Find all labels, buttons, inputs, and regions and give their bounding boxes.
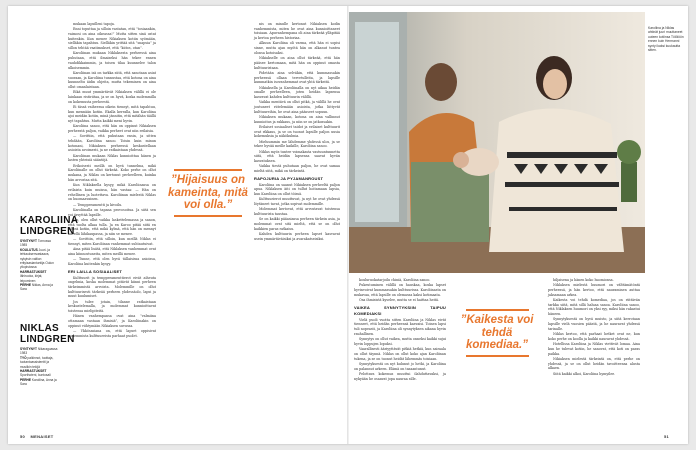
- factbox-label: TYÖ: [20, 355, 28, 360]
- factbox-karoliina-lines: [20, 239, 58, 292]
- col3-after-paragraphs: [254, 125, 340, 174]
- paragraph: Nikiaksen mukaan, kotona on aina vallinnut kunnioitus ja rakkaus, ja niin se on jatkossakin.: [254, 114, 340, 124]
- footer-left: [20, 434, 54, 439]
- paragraph: hiljaisena ja hänen koko huomionsa.: [553, 278, 614, 282]
- paragraph: — Sovittiin, että silloin, kun meillä Niklas ei tiennyt, miten Karoliinan vanhemmat suhtautuivat.: [68, 237, 156, 246]
- paragraph: Synnytyksestä on nyt kulunut jo hetki, ja Karoliina on palannut arkeen. Elämä on tasaantunut.: [354, 361, 446, 371]
- rcol1-heading: VAIKEA SYNNYTYKSIIN TAIPUU KOMEDIAKSI: [354, 304, 446, 316]
- paragraph: Aina pitää lisätä, että Niklaksen vanhemmat ovat aina kiinnostuneita, miten meillä menee.: [68, 247, 156, 256]
- factbox-karoliina-name: KAROLIINA LINDGREN: [20, 215, 78, 237]
- paragraph: Alkuun Karoliina oli varma, että hän ei sopisi sinne, mutta ajan myötä hän on alkanut tuntea olonsa kotoisaksi.: [254, 41, 340, 55]
- magazine-title: MENAISET: [30, 434, 54, 439]
- paragraph: Karoliina on saanut Nikiaksen perheeltä paljon apua. Niklaksen äiti on tullut hoitamaan lapsia, kun Karoliina on ollut töissä.: [254, 182, 340, 197]
- paragraph: Vaarallisesti ääriyyttävät pitkiä hetkiä, kun sairaala on ollut täynnä. Niklas on ollut koko ajan Karoliinan tukena, ja se on tuonut heidät lähemmäs toisiaan.: [354, 347, 446, 361]
- factbox-label: PERHE: [20, 283, 32, 288]
- col3-after2-paragraphs: [254, 183, 340, 242]
- paragraph: Niklas myös tuntee voimakasta vastuuntunnetta siitä, että heidän lapsensa saavat hyvän kasvatuksen.: [254, 149, 340, 164]
- paragraph: Kulttuurierot muuttuvat, ja nyt he ovat yhdessä löytäneet tavat, jotka sopivat molemmille.: [254, 197, 340, 207]
- paragraph: — Tunne, että olen hyvä tällaisissa asioissa, Karoliina kuitenkin kysyy.: [68, 257, 156, 266]
- paragraph: Erikoisesti meillä on hyvä tunnelma, mikä Karoliinalle on ollut tärkeää. Koko perhe on ollut mukana, ja Niklas on kertonut perheelleen, kuinka hän arvostaa sitä.: [68, 163, 156, 182]
- col3-intro: [254, 22, 340, 124]
- right-page-number: 51: [664, 434, 670, 439]
- paragraph: Vaikka tiestä puhutaan paljon, he ovat samaa mieltä siitä, mikä on tärkeintä.: [254, 164, 340, 174]
- factbox-line: [20, 356, 58, 369]
- factbox-value: Nikaraguassa 1983: [20, 347, 58, 356]
- col2-after-paragraphs: [68, 276, 156, 339]
- factbox-label: PERHE: [20, 377, 32, 382]
- paragraph: Hotellissa Karoliina ja Niklas viettivät lomaa. Aina kun he tulevat kotiin, he sanovat, että koti on paras paikka.: [548, 342, 640, 356]
- paragraph: Hänen vanhempansa ovat aina ”valmiina ottamaan vastaan ihmisiä”, ja Karoliinakin on oppinut viihtymään Nikiaksen suvussa.: [68, 314, 156, 328]
- factbox-label: KOULUTUS: [20, 247, 39, 252]
- pull-quote-bar-bottom: [174, 215, 241, 217]
- pull-quote-right-text: ”Kaikesta voi tehdä komediaa.”: [460, 314, 534, 351]
- footer-right: [664, 434, 669, 439]
- pull-quote-right: [452, 306, 542, 360]
- factbox-value: Tornossa 1985: [20, 239, 51, 248]
- paragraph: Erilaiset sosiaaliset taidot ja erilaiset kulttuurit ovat rikkaus, ja se on tuonut lapsille paljon uusia kokemuksia ja näkökulmia.: [254, 124, 340, 139]
- paragraph: Niklas kertoo, että parhaat hetket ovat ne, kun koko perhe on koolla ja kaikki nauravat yhdessä.: [548, 332, 640, 341]
- pull-quote-right-bar-bottom: [466, 355, 529, 357]
- paragraph: Se on kaikki pääasiassa perheen tärkein asia, ja molemmat ovat sitä mieltä, että se on ollut kaikkien paras ratkaisu.: [254, 217, 340, 231]
- paragraph: Synnytyksestä on hyvä muisto, ja siitä kerrotaan lapsille vielä vuosien päästä, ja he nauravat yhdessä tarinalle.: [548, 317, 640, 331]
- factbox-line: [20, 248, 58, 270]
- paragraph: Pukeutuminen välillä on hauskaa, koska lapset hyvinvoivat kummassakin kulttuurissa. Karoliinasta on mukavaa, että lapsille on olemassa kaksi kotimaata.: [354, 283, 446, 297]
- paragraph: Karoliina sanoo, että hän on oppinut Nikiaksen perheestä paljon, vaikka perheet ovat niin erilaisia.: [68, 124, 156, 134]
- rcol1-after-paragraphs: [354, 318, 446, 382]
- factbox-value: Sporthoteni, kuntosali: [20, 373, 51, 378]
- paragraph: Kun Niklaksella kysyy, mikä Karoliinassa on erilaista kuin muissa, hän vastaa: — Hän on rehellinen ja luotettava. Karoliinan mielestä Niklas on huomaavainen.: [68, 183, 156, 202]
- paragraph: Eikä muut ymmärtävät Nikiaksen välillä ei ole lainkaan ristiriitaa, ja se on hyvä, koska molemmilla on kokemusta perheestä.: [68, 90, 156, 104]
- paragraph: — Tempperamentti ja kivoilu.: [73, 202, 123, 207]
- paragraph: — Ykkösasiana on, että lapset oppisivat molemmista kulttuureista parhaat puolet.: [68, 329, 156, 338]
- col3-heading: RAPOJURIA JA PYJAMANROUST: [254, 175, 324, 181]
- paragraph: Karoliinan mukaan Niklaksesta perheessä aina puhutaan, että ilmaiseksi hän tekee ennen vauhdikkaimmin, ja toisen tilaa kuunnelee talon ulkoisemmin.: [68, 51, 156, 70]
- photo-caption: Karoliina ja Niklas ahtinät juuri muuttaneet uuteen kotiinsa Tölölöön ennen kuin Hermanni syntyi kaksi kuukautta sitten.: [648, 26, 684, 53]
- paragraph: Vaikka mentävä on ollut pitkä, ja välillä he ovat joutuneet riitelemään asioista, jotka liittyvät kulttuureihin, he ovat aina päässeet sopuun.: [254, 100, 340, 114]
- paragraph: Vielä puoli vuotta sitten Karoliina ja Niklas eivät tienneet, että heidän perheensä kasvaisi. Toinen lapsi tuli nopeasti, ja Karoliina oli synnytyksen aikana hyvin rauhallinen.: [354, 317, 446, 336]
- paragraph: Nikiaksella ja Karoliinalla on nyt aikaa heidän omalle perheelleen, joten heidän lapsensa kasvavat kahden kulttuurin välillä.: [254, 85, 340, 99]
- paragraph: kouluruokatarjoilu chiniä, Karoliina sanoo.: [359, 278, 431, 282]
- paragraph: Osa ihmisistä kyselee, mutta se ei haittaa heitä.: [359, 298, 439, 302]
- paragraph: nis on minulle kertonut Nikiaksen kodin vanhemmista, miten he ovat aina kunnioittaneet toisiaan. Apuvanhempana oli aina tärkeää ylläpitää ja kertoa perheen historiaa.: [254, 22, 340, 41]
- factbox-karoliina: [20, 215, 78, 292]
- rcol2-paragraphs: [548, 278, 640, 376]
- paragraph: Karoliinan mukaan Niklas kunnioittaa hänen ja lasten yhteisiä sääntöjä.: [68, 153, 156, 163]
- left-page-number: 50: [20, 434, 26, 439]
- factbox-niklas-lines: [20, 347, 58, 387]
- paragraph: Karoliinan isä on tarkka siitä, että sanotaan asiat suoraan, ja Karoliina tunnustaa, että kotona on aina kuunneltu äidin ohjeita, mutta tekeminen on aina ollut omanlaistaan.: [68, 70, 156, 89]
- factbox-line: [20, 347, 58, 356]
- left-column-3: [164, 22, 340, 432]
- paragraph: — Sovittiin, että puhutaan ensin, ja sitten tehdään, Karoliina sanoo. Toisin kuin minun kotonani, Nikiaksen perheessä keskustellaan asioista avoimesti, ja ne ratkaistaan yhdessä.: [68, 134, 156, 153]
- factbox-label: HARRASTUKSET: [20, 269, 47, 274]
- paragraph: Synnytys on ollut vaikea, mutta onneksi kaikki sujui hyvin loppujen lopuksi.: [354, 337, 446, 346]
- col2-paragraphs: [68, 22, 156, 267]
- paragraph: Siitä kaikki alkoi, Karoliina hymyilee.: [553, 371, 616, 376]
- factbox-line: [20, 239, 58, 248]
- paragraph: Jos tulee jotain, tilanne ratkaistaan keskustelemalla, ja molemmat kunnioittavat toistensa mielipiteitä.: [68, 299, 156, 314]
- factbox-value: Niklas, Anna ja Sara: [20, 283, 53, 292]
- family-photo: [349, 12, 645, 273]
- factbox-line: [20, 283, 58, 292]
- paragraph: Karoliinalla on tapana provosoitua. Ja siitä sen voi ärsyttää lapsille.: [68, 207, 156, 217]
- pull-quote-bar-top: [174, 169, 241, 171]
- factbox-line: [20, 270, 58, 283]
- paragraph: Nikiaksen mielestä tärkeintä on, että perhe on yhdessä, ja se on ollut heidän tavoitteensa alusta alkaen.: [548, 356, 640, 371]
- pull-quote-left-text: ”Hijaisuus on kameinta, mitä voi olla.”: [168, 174, 248, 211]
- paragraph: Joo, olen ollut vaikka laskettelemassa ja sanon, että tuolta alkaa tulla. Ja en Karoo pitää siitä en lähteä kotiin, että mikä kylmä, että hän on mennyt kävellä lähikaupassa, ja niin se menee.: [68, 217, 156, 236]
- paragraph: Pidetään aina selväkin, että kummassakin perheessä ollaan tervetulleita, ja lapsille kummatkin isovanhemmat ovat yhtä tärkeitä.: [254, 70, 340, 85]
- factbox-value: Karoliina, Anna ja Sara: [20, 377, 57, 387]
- rcol1-paragraphs: [354, 278, 446, 303]
- pull-quote-right-bar-top: [466, 309, 529, 311]
- left-column-2: [68, 22, 156, 432]
- paragraph: Niklaksen mielestä huumori on välttämätöntä perheessä, ja hän kertoo, että nauraminen auttaa jaksamaan arkea.: [548, 283, 640, 297]
- factbox-niklas-name: NIKLAS LINDGREN: [20, 323, 75, 345]
- pull-quote-left: [160, 166, 256, 220]
- right-column-1: [354, 278, 446, 428]
- paragraph: Ei tässä vaiheessa oikein tiennyt, mitä tapahtuu, kun mennään kotiin. Ekalla kerralla, kun Karoliina ajoi meidän kotiin, minä jännitin, että mitähän täällä nyt tapahtuu. Mutta kaikki meni hyvin.: [68, 104, 156, 124]
- paragraph: Nikiakselle on aina ollut tärkeää, että hän pääsee kertomaan, mitä hän on oppinut omasta kulttuuristaan.: [254, 56, 340, 70]
- paragraph: Mieluummin me lähdemme yhdessä ulos, ja se tekee hyvää meille kaikille, Karoliina sanoo.: [254, 139, 340, 149]
- paragraph: Enni toputtaa ja silloin vastatan, että ”tosiaankin, vaimosi on aina oikeassa!” Mutta sitten sinä ostat kuitenkin. Kun menee Nikiaksen kotiin syömään, sielläkin tapahtuu. Sielläkin yrittää sitä ”snapsia” ja sillon tehtää vaatimukset, että ”kiitos, otan”.: [68, 27, 156, 51]
- factbox-value: Juuri- ja tehtauksenvastaava, nykyisin valtion erityisasiantuntija Oulun yliopistossa: [20, 247, 54, 270]
- factbox-value: lähiruoka, kirjat, leipominen: [20, 274, 43, 283]
- paragraph: Kahden kulttuurin perheen lapset kasvavat usein ymmärtäväisiksi ja avarakatseisiksi.: [254, 232, 340, 241]
- factbox-line: [20, 369, 58, 378]
- factbox-label: SYNTYNYT: [20, 347, 38, 351]
- factbox-label: SYNTYNYT: [20, 239, 38, 243]
- paragraph: Kulttuurit ja tempperamenttierot eivät aiheuta ongelmia, koska molemmat pitävät kiinni perheen tärkeimmistä arvoista. Molemmille on ollut kulttuurisesti tärkeää perheen yhdessäolo, lapsi ja muut kuulumiset.: [68, 275, 156, 299]
- paragraph: Kaikesta voi tehdä komediaa, jos on riittävän tarkka siitä, mitä sillä haluaa sanoa. Karoliina sanoo, että Niklaksen huumori on yksi syy, miksi hän rakastui häneen.: [548, 298, 640, 317]
- factbox-niklas: [20, 323, 75, 387]
- paragraph: Pelottava kokemus muuttui ilahduttavaksi, ja nykyään he osaavat jopa nauraa sille.: [354, 371, 446, 381]
- factbox-value: palkinnot, tuottaja, tuotantoassistentti ja musiikin tekijä: [20, 355, 54, 369]
- paragraph: mukaan lapsilleni tapoja.: [73, 22, 115, 26]
- magazine-spread: [8, 6, 688, 444]
- paragraph: Molemmat kertovat, että arvostavat toistensa kulttuurista taustaa.: [254, 207, 340, 217]
- factbox-line: [20, 378, 58, 387]
- family-photo-illustration: [349, 12, 645, 273]
- col2-heading: ERI LAILLA SOSIAALISET: [68, 268, 123, 274]
- factbox-label: HARRASTUKSET: [20, 369, 47, 374]
